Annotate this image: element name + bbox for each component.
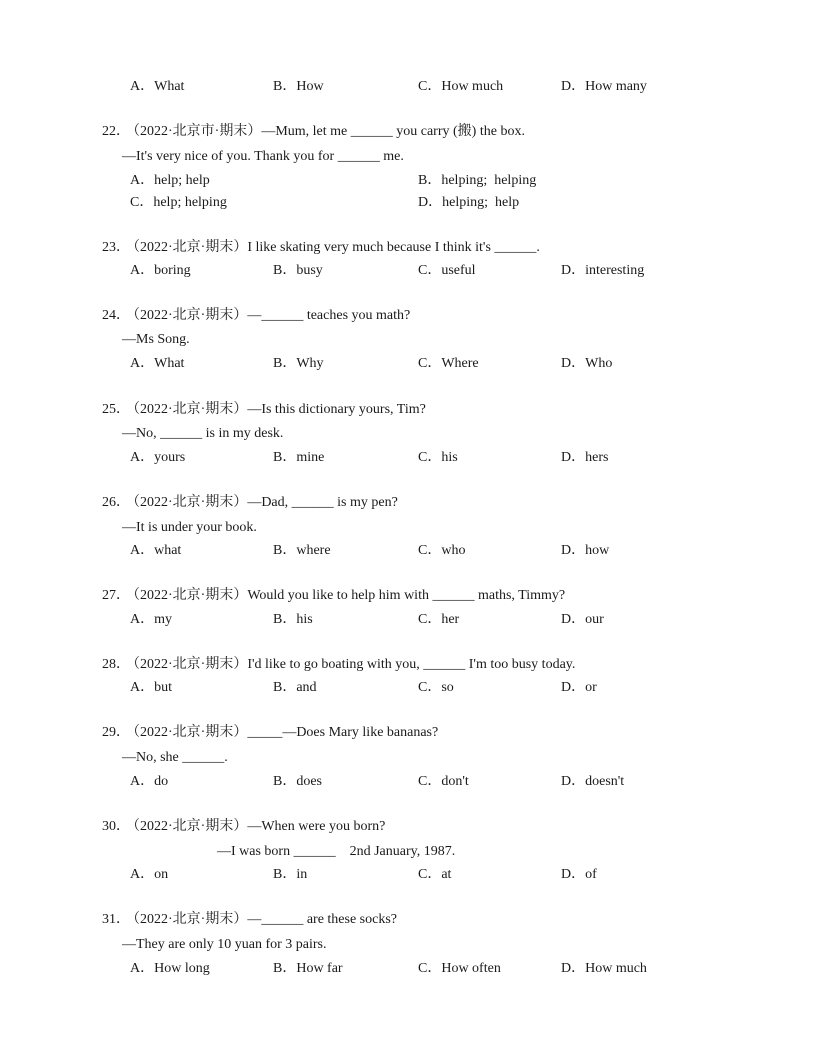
option-b[interactable]: B．his [273,612,313,627]
option-c[interactable]: C．who [418,543,466,558]
question-number: 28． [102,657,130,672]
option-c[interactable]: C．help; helping [130,195,227,210]
option-d[interactable]: D．how [561,543,610,558]
question-stem: （2022·北京·期末）—When were you born? [126,819,386,834]
option-b[interactable]: B．Why [273,356,324,371]
option-a[interactable]: A．What [130,79,185,94]
question-stem: （2022·北京·期末）—Is this dictionary yours, Tim? [126,402,426,417]
question-number: 30． [102,819,130,834]
option-b[interactable]: B．does [273,774,322,789]
option-a[interactable]: A．What [130,356,185,371]
option-b[interactable]: B．busy [273,263,323,278]
option-d[interactable]: D．How many [561,79,647,94]
question-number: 23． [102,240,130,255]
option-b[interactable]: B．helping; helping [418,173,537,188]
option-b[interactable]: B．mine [273,450,325,465]
question-number: 26． [102,495,130,510]
question-stem: （2022·北京·期末）_____—Does Mary like bananas? [126,725,439,740]
question-line-2: —No, ______ is in my desk. [122,426,284,441]
option-a[interactable]: A．but [130,680,172,695]
question-line-2: —It is under your book. [122,520,257,535]
question-stem: （2022·北京·期末）I like skating very much because I think it's ______. [126,240,540,255]
question-stem: （2022·北京·期末）—______ teaches you math? [126,308,411,323]
question-stem: （2022·北京·期末）Would you like to help him with ______ maths, Timmy? [126,588,566,603]
question-line-2: —No, she ______. [122,750,228,765]
option-c[interactable]: C．Where [418,356,479,371]
option-a[interactable]: A．my [130,612,172,627]
option-c[interactable]: C．How much [418,79,504,94]
question-stem: （2022·北京·期末）—______ are these socks? [126,912,398,927]
option-c[interactable]: C．useful [418,263,476,278]
option-d[interactable]: D．hers [561,450,609,465]
option-b[interactable]: B．How [273,79,324,94]
option-c[interactable]: C．How often [418,961,501,976]
question-number: 24． [102,308,130,323]
option-d[interactable]: D．Who [561,356,613,371]
option-c[interactable]: C．at [418,867,452,882]
question-stem: （2022·北京·期末）I'd like to go boating with you, ______ I'm too busy today. [126,657,576,672]
option-c[interactable]: C．her [418,612,460,627]
question-number: 31． [102,912,130,927]
option-b[interactable]: B．in [273,867,308,882]
option-d[interactable]: D．interesting [561,263,645,278]
question-line-2: —I was born ______ 2nd January, 1987. [217,844,456,859]
option-a[interactable]: A．on [130,867,169,882]
option-d[interactable]: D．doesn't [561,774,625,789]
option-a[interactable]: A．help; help [130,173,210,188]
option-a[interactable]: A．what [130,543,182,558]
option-b[interactable]: B．where [273,543,331,558]
option-c[interactable]: C．so [418,680,454,695]
option-a[interactable]: A．yours [130,450,186,465]
question-line-2: —They are only 10 yuan for 3 pairs. [122,937,327,952]
option-d[interactable]: D．or [561,680,597,695]
option-a[interactable]: A．boring [130,263,191,278]
option-b[interactable]: B．and [273,680,317,695]
option-b[interactable]: B．How far [273,961,343,976]
question-line-2: —It's very nice of you. Thank you for ______ me. [122,149,404,164]
question-number: 27． [102,588,130,603]
option-d[interactable]: D．helping; help [418,195,520,210]
option-d[interactable]: D．of [561,867,597,882]
question-line-2: —Ms Song. [122,332,190,347]
option-c[interactable]: C．his [418,450,458,465]
question-stem: （2022·北京市·期末）—Mum, let me ______ you carry (搬) the box. [126,124,525,139]
question-stem: （2022·北京·期末）—Dad, ______ is my pen? [126,495,398,510]
question-number: 25． [102,402,130,417]
question-number: 29． [102,725,130,740]
option-a[interactable]: A．do [130,774,169,789]
question-number: 22． [102,124,130,139]
option-d[interactable]: D．How much [561,961,647,976]
option-c[interactable]: C．don't [418,774,469,789]
option-d[interactable]: D．our [561,612,604,627]
option-a[interactable]: A．How long [130,961,210,976]
